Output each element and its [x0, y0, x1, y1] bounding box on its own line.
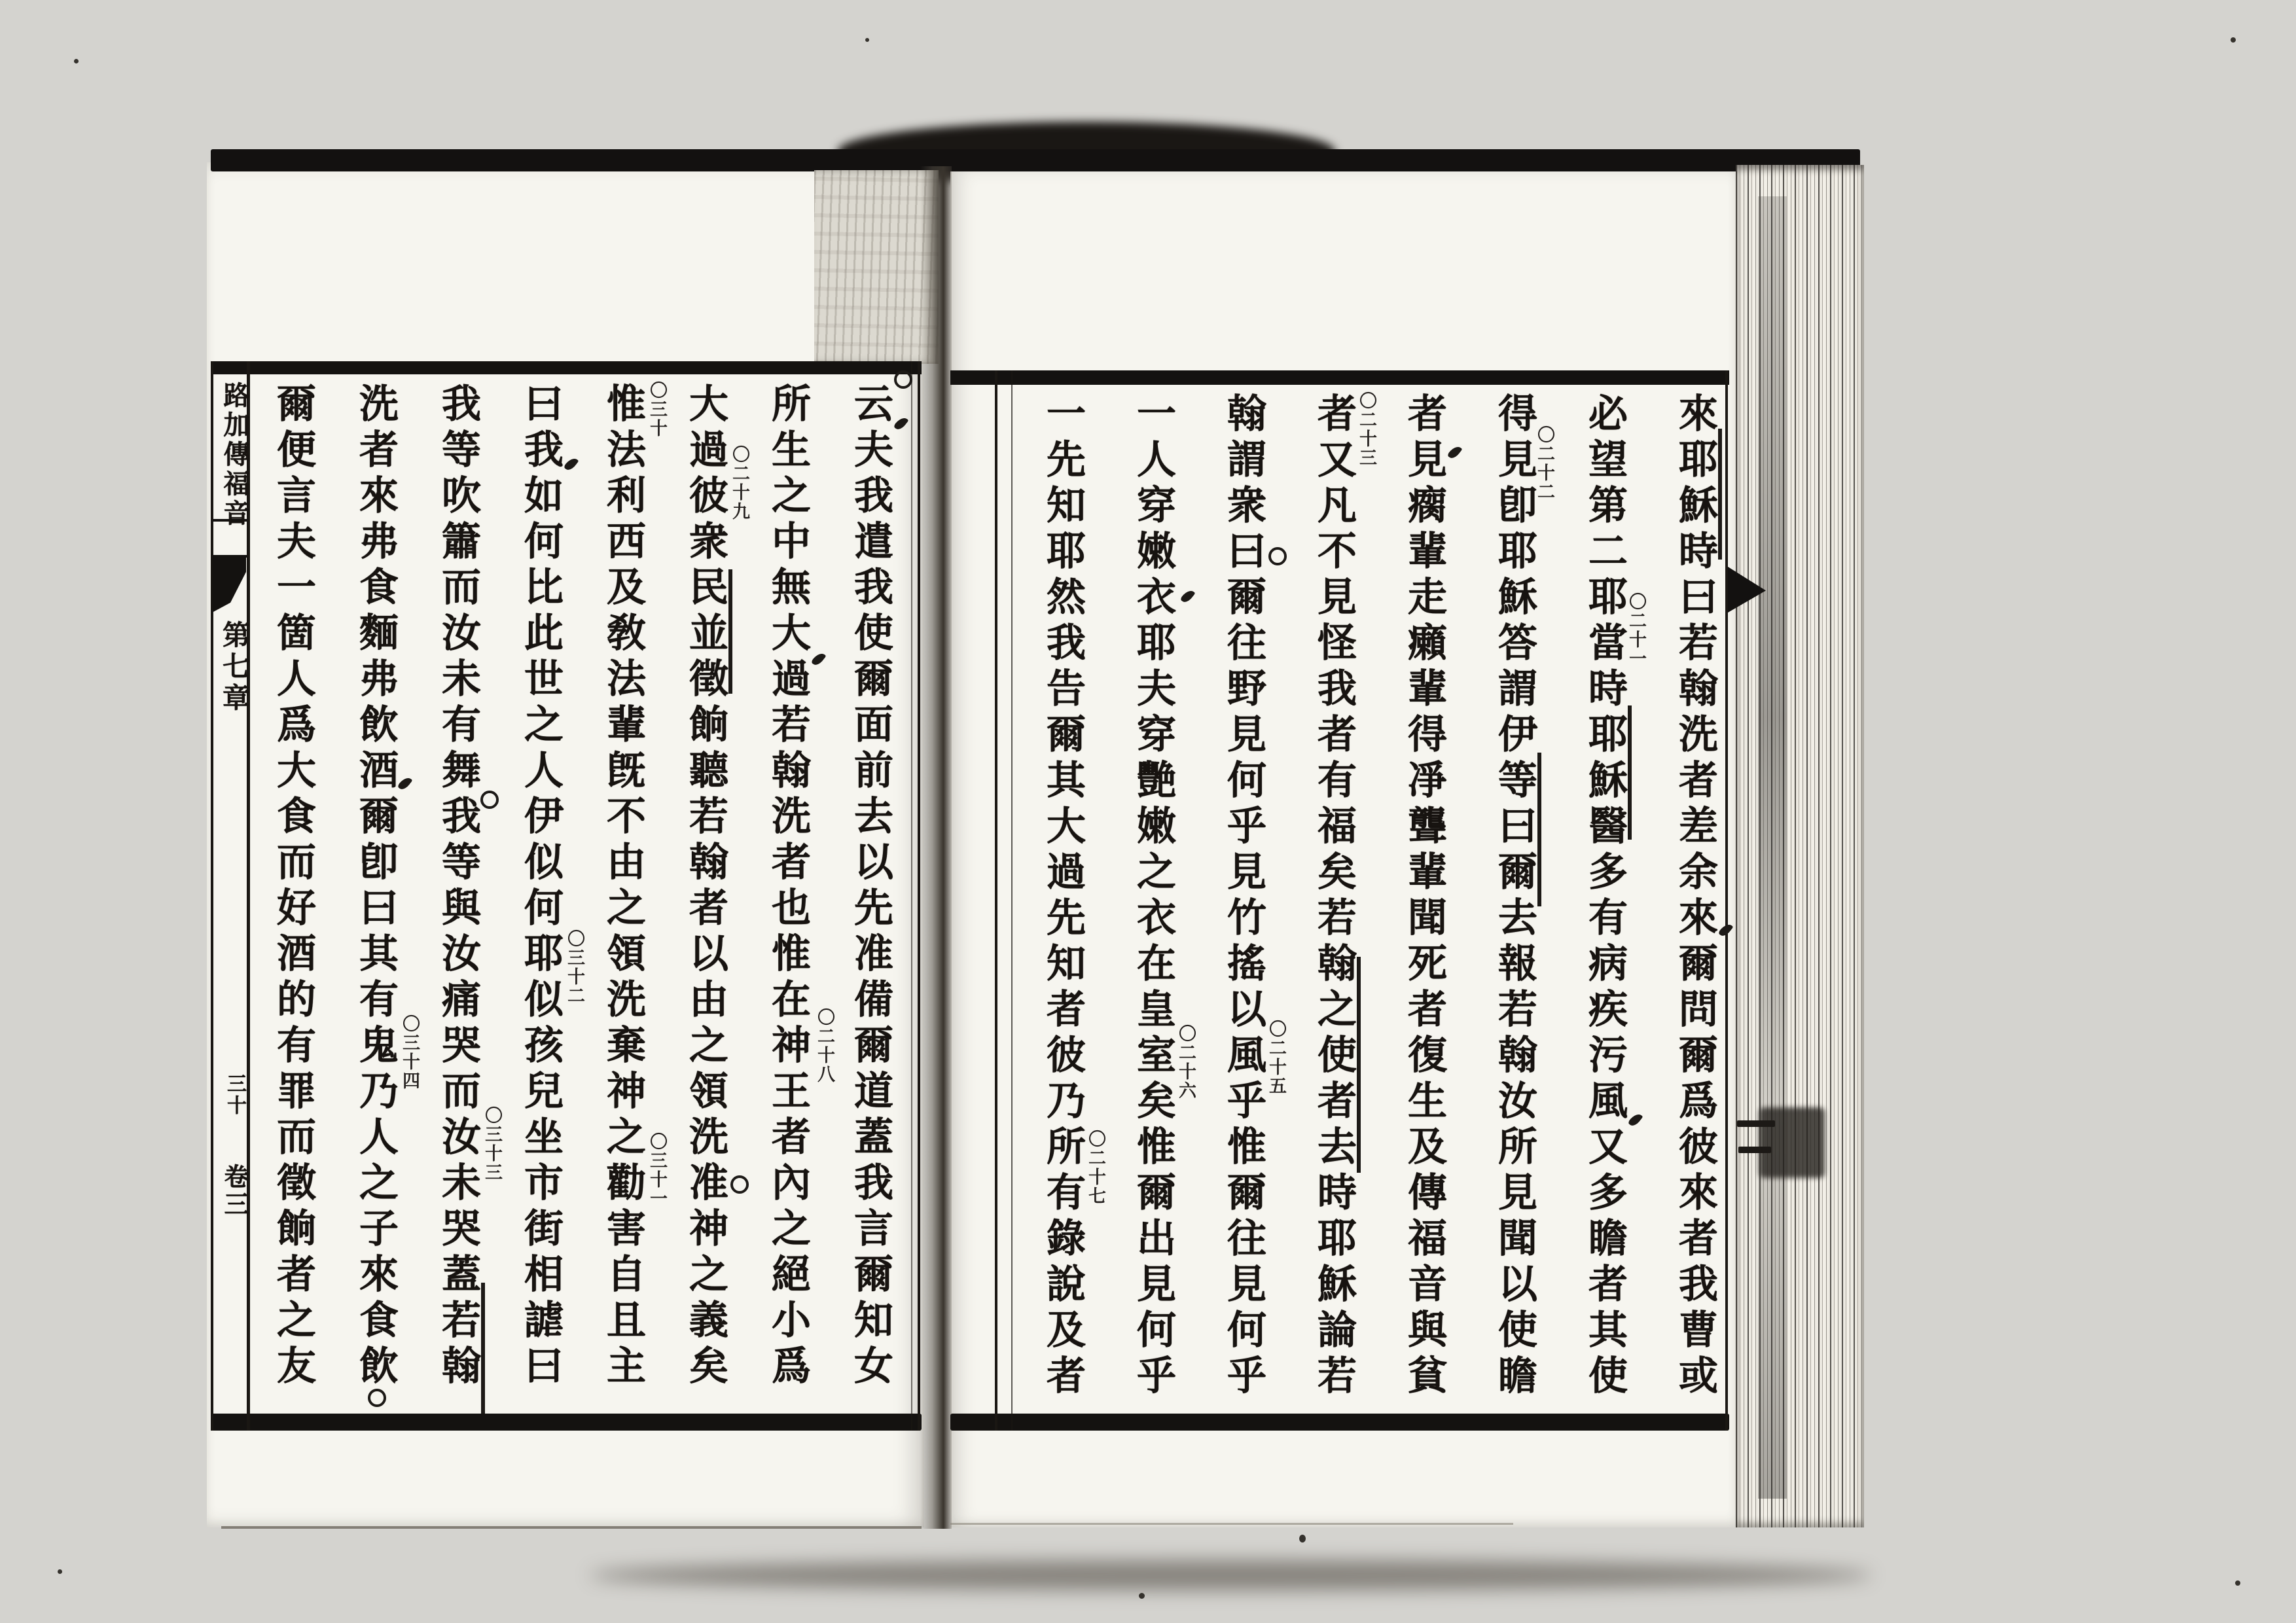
text-column: 者見瘸輩走癩輩得凈聾輩聞死者復生及傳福音與貧 — [1401, 393, 1447, 1400]
verse-number-label: 〇二十二 — [1534, 425, 1554, 501]
proper-noun-line — [1718, 429, 1722, 560]
period-mark — [480, 791, 499, 809]
period-mark — [368, 1389, 386, 1407]
proper-noun-line — [1357, 957, 1361, 1173]
ink-blot — [1299, 1535, 1306, 1543]
frame-bottom-border — [950, 1414, 1729, 1431]
scan-speck — [2231, 37, 2236, 43]
page-bottom-edge — [950, 1523, 1513, 1525]
scan-speck — [74, 59, 79, 63]
fold-mark — [1737, 1120, 1775, 1127]
verse-number-label: 〇三十四 — [399, 1014, 420, 1090]
text-column: 云夫我遣我使爾面前去以先准備爾道蓋我言爾知女 — [848, 383, 893, 1391]
verse-number-label: 〇二十八 — [814, 1008, 834, 1084]
frame-left-inner-line — [1011, 370, 1013, 1431]
period-mark — [730, 1175, 749, 1194]
verse-number-label: 〇三十 — [647, 381, 667, 438]
proper-noun-line — [1537, 753, 1541, 906]
scan-speck — [865, 38, 869, 42]
text-column: 惟法利西及敎法輩旣不由之領洗棄神之勸害自且主 — [600, 383, 646, 1391]
text-column: 曰我如何比此世之人伊似何耶似孩兒坐市街相謔曰 — [518, 383, 564, 1391]
text-column: 得見卽耶穌答謂伊等曰爾去報若翰汝所見聞以使瞻 — [1492, 393, 1537, 1400]
margin-book-title: 路加傳福音 — [219, 382, 250, 529]
verse-number-label: 〇二十一 — [1626, 592, 1646, 668]
frame-left-border — [995, 370, 997, 1431]
fold-title-smudge — [1759, 1107, 1825, 1178]
frame-bottom-border — [211, 1414, 922, 1431]
text-column: 所生之中無大過若翰洗者也惟在神王者內之絕小爲 — [765, 383, 811, 1391]
scan-speck — [58, 1569, 62, 1574]
verse-number-label: 〇三十一 — [647, 1132, 667, 1208]
verse-number-label: 〇三十二 — [564, 929, 584, 1005]
frame-top-border — [950, 370, 1729, 385]
margin-chapter-label: 第七章 — [219, 620, 251, 715]
page-stack-fore-edge — [1736, 165, 1864, 1527]
text-column: 一人穿嫩衣耶夫穿艷嫩之衣在皇室矣惟爾出見何乎 — [1130, 393, 1176, 1400]
proper-noun-line — [481, 1283, 485, 1414]
frame-left-border — [211, 361, 213, 1431]
text-column: 者又凡不見怪我者有福矣若翰之使者去時耶穌論若 — [1311, 393, 1357, 1400]
text-column: 必望第二耶當時耶穌醫多有病疾污風又多瞻者其使 — [1582, 393, 1628, 1400]
frame-right-border — [1725, 370, 1728, 1431]
book-top-edge — [211, 149, 1860, 171]
text-column: 大過彼衆民並徵餉聽若翰者以由之領洗准神之義矣 — [683, 383, 728, 1391]
margin-leaf-number: 三十 — [223, 1073, 246, 1116]
book-drop-shadow — [589, 1560, 1872, 1590]
proper-noun-line — [1628, 705, 1632, 840]
book-spine-gutter — [920, 166, 952, 1529]
frame-right-inner-line — [911, 361, 912, 1431]
text-column: 爾便言夫一箇人爲大食而好酒的有罪而徵餉者之友 — [270, 383, 316, 1391]
period-mark — [894, 370, 912, 389]
frame-top-border — [211, 361, 922, 374]
verse-number-label: 〇二十九 — [729, 445, 749, 521]
margin-volume-label: 卷三 — [220, 1164, 249, 1219]
scan-speck — [1139, 1593, 1145, 1599]
verse-number-label: 〇三十三 — [482, 1106, 502, 1182]
page-bottom-edge — [221, 1526, 922, 1529]
margin-rule — [212, 555, 247, 558]
text-column: 翰謂衆曰爾往野見何乎見竹搖以風乎惟爾往見何乎 — [1221, 393, 1266, 1400]
text-column: 洗者來弗食麵弗飲酒爾卽曰其有鬼乃人之子來食飲 — [353, 383, 399, 1391]
fold-mark — [1738, 1147, 1771, 1153]
text-column: 一先知耶然我告爾其大過先知者彼乃所有錄說及者 — [1040, 393, 1086, 1400]
text-column: 來耶穌時曰若翰洗者差余來爾問爾爲彼來者我曹或 — [1672, 393, 1718, 1400]
verse-number-label: 〇二十七 — [1085, 1130, 1105, 1205]
verse-number-label: 〇二十五 — [1266, 1020, 1286, 1096]
period-mark — [1268, 547, 1287, 565]
verse-number-label: 〇二十六 — [1175, 1024, 1196, 1100]
proper-noun-line — [728, 569, 732, 694]
scan-speck — [2235, 1580, 2240, 1586]
frame-right-border — [918, 361, 920, 1431]
text-column: 我等吹簫而汝未有舞我等與汝痛哭而汝未哭蓋若翰 — [435, 383, 481, 1391]
fore-edge-shading — [1758, 196, 1787, 1499]
verse-number-label: 〇二十三 — [1356, 391, 1376, 467]
